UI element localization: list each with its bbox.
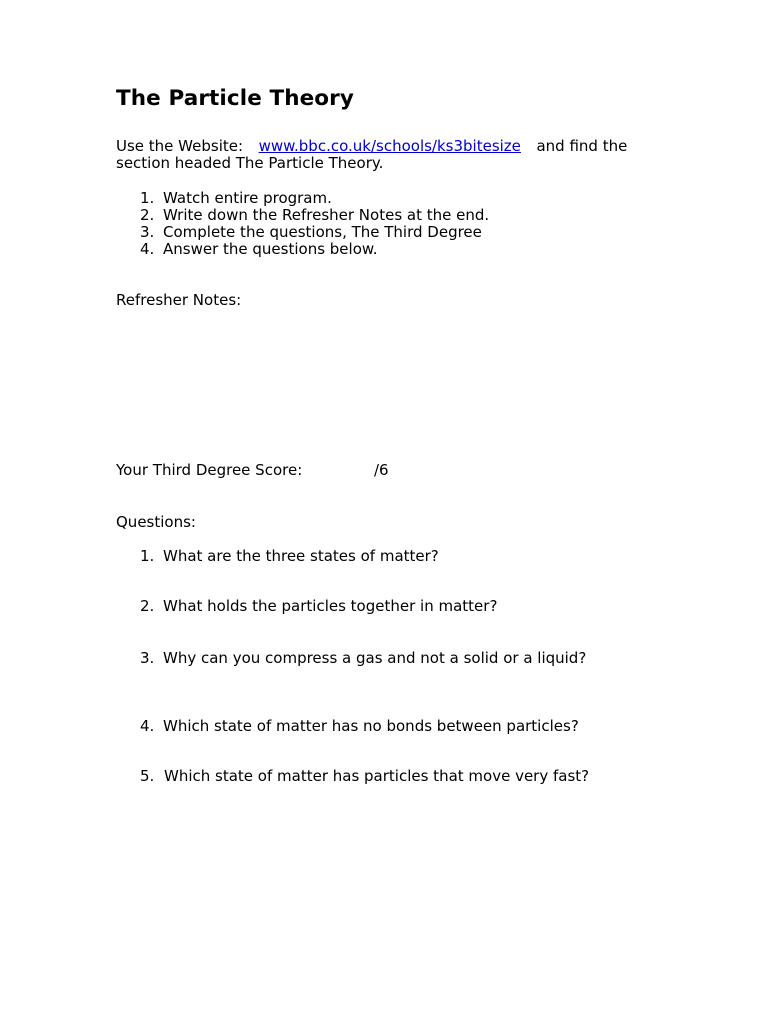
- step-number: 3.: [140, 223, 155, 241]
- score-out-of: /6: [374, 461, 389, 479]
- intro-suffix: and find the: [536, 137, 628, 155]
- score-label: Your Third Degree Score:: [116, 461, 303, 479]
- step-number: 1.: [140, 189, 155, 207]
- question-text: What are the three states of matter?: [163, 547, 439, 565]
- step-text: Write down the Refresher Notes at the end.: [163, 206, 490, 224]
- website-link[interactable]: www.bbc.co.uk/schools/ks3bitesize: [258, 137, 521, 155]
- step-item-3: [140, 224, 482, 241]
- question-text: What holds the particles together in matter?: [163, 597, 498, 615]
- question-number: 4.: [140, 717, 155, 735]
- refresher-notes-label: Refresher Notes:: [116, 291, 242, 309]
- question-item-1: [140, 548, 439, 565]
- question-number: 3.: [140, 649, 155, 667]
- intro-line-1: [116, 138, 627, 155]
- question-item-5: [140, 768, 589, 785]
- step-text: Answer the questions below.: [163, 240, 378, 258]
- question-text: Why can you compress a gas and not a solid or a liquid?: [163, 649, 587, 667]
- question-text: Which state of matter has no bonds between particles?: [163, 717, 579, 735]
- step-item-2: [140, 207, 489, 224]
- intro-line-2: section headed The Particle Theory.: [116, 154, 384, 172]
- question-text: Which state of matter has particles that move very fast?: [164, 767, 590, 785]
- page-title: The Particle Theory: [116, 86, 355, 111]
- question-number: 5.: [140, 767, 155, 785]
- intro-prefix: Use the Website:: [116, 137, 244, 155]
- question-number: 1.: [140, 547, 155, 565]
- step-number: 4.: [140, 240, 155, 258]
- step-item-1: [140, 190, 332, 207]
- question-item-2: [140, 598, 497, 615]
- step-number: 2.: [140, 206, 155, 224]
- step-text: Complete the questions, The Third Degree: [163, 223, 482, 241]
- step-item-4: [140, 241, 378, 258]
- question-number: 2.: [140, 597, 155, 615]
- question-item-4: [140, 718, 579, 735]
- questions-label: Questions:: [116, 513, 196, 531]
- step-text: Watch entire program.: [163, 189, 332, 207]
- refresher-notes-area[interactable]: [116, 318, 636, 438]
- question-item-3: [140, 650, 586, 667]
